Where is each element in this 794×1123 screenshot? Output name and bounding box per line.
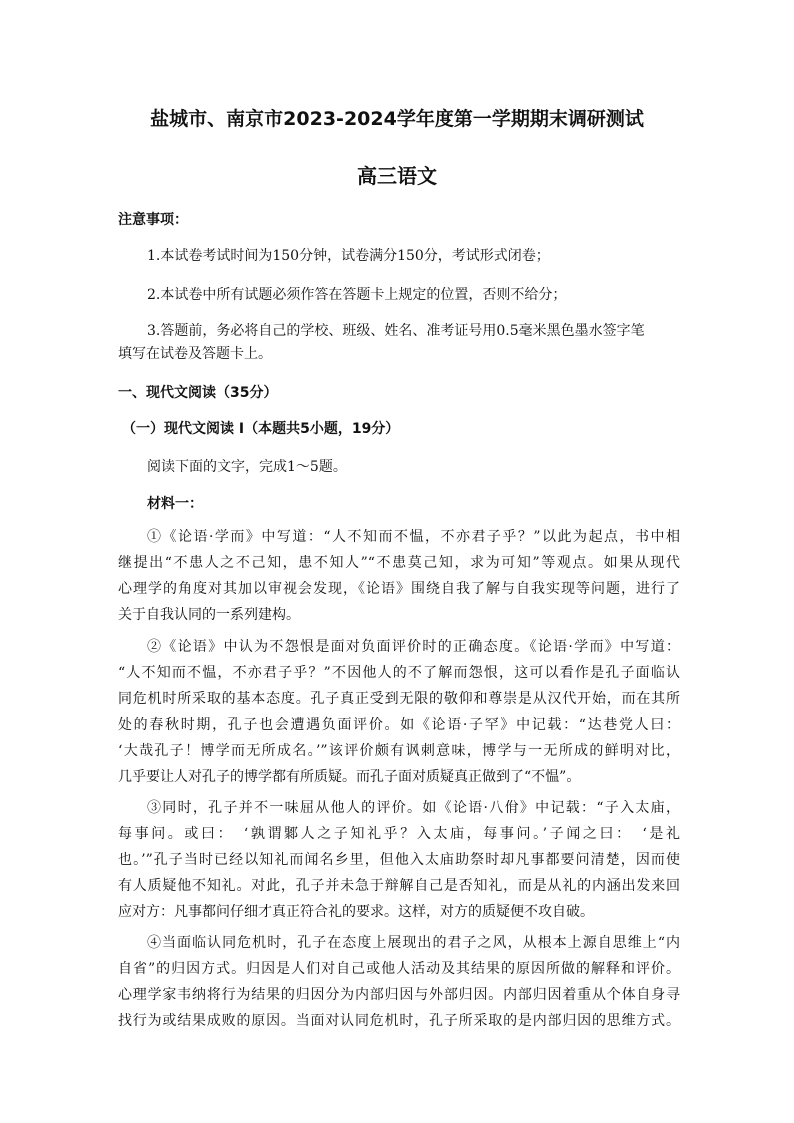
notice-item-3: 3.答题前，务必将自己的学校、班级、姓名、准考证号用0.5毫米黑色墨水签字笔 xyxy=(147,323,645,339)
notice-item-1: 1.本试卷考试时间为150分钟，试卷满分150分，考试形式闭卷； xyxy=(147,248,550,264)
paragraph-1-line-1: ①《论语·学而》中写道：“人不知而不愠，不亦君子乎？”以此为起点，书中相 xyxy=(147,529,680,545)
paragraph-2-line-4: 处的春秋时期，孔子也会遭遇负面评价。如《论语·子罕》中记载：“达巷党人曰： xyxy=(118,717,680,733)
paragraph-3-line-5: 应对方：凡事都问仔细才真正符合礼的要求。这样，对方的质疑便不攻自破。 xyxy=(118,904,594,920)
paragraph-3-line-2: 每事问。或曰： ‘孰谓鄹人之子知礼乎？入太庙，每事问。’子闻之曰： ‘是礼 xyxy=(118,826,680,842)
document-title: 盐城市、南京市2023-2024学年度第一学期期末调研测试 xyxy=(150,108,644,130)
material-label: 材料一： xyxy=(147,496,203,512)
paragraph-3-line-4: 有人质疑他不知礼。对此，孔子并未急于辩解自己是否知礼，而是从礼的内涵出发来回 xyxy=(118,878,680,894)
paragraph-3 xyxy=(118,795,680,925)
notice-item-2: 2.本试卷中所有试题必须作答在答题卡上规定的位置，否则不给分； xyxy=(147,287,567,303)
paragraph-2-line-5: ‘大哉孔子！博学而无所成名。’”该评价颇有讽刺意味，博学与一无所成的鲜明对比， xyxy=(118,743,680,759)
paragraph-2-line-6: 几乎要让人对孔子的博学都有所质疑。而孔子面对质疑真正做到了“不愠”。 xyxy=(118,769,581,785)
paragraph-4-line-3: 心理学家韦纳将行为结果的归因分为内部归因与外部归因。内部归因着重从个体自身寻 xyxy=(118,987,680,1003)
notice-item-3-continued: 填写在试卷及答题卡上。 xyxy=(118,346,272,362)
paragraph-4 xyxy=(118,930,680,1034)
paragraph-1 xyxy=(118,524,680,628)
paragraph-1-line-4: 关于自我认同的一系列建构。 xyxy=(118,607,300,623)
paragraph-2-line-3: 同危机时所采取的基本态度。孔子真正受到无限的敬仰和尊崇是从汉代开始，而在其所 xyxy=(118,691,680,707)
paragraph-1-line-2: 继提出“不患人之不己知，患不知人”“不患莫己知，求为可知”等观点。如果从现代 xyxy=(118,555,680,571)
paragraph-4-line-2: 自省”的归因方式。归因是人们对自己或他人活动及其结果的原因所做的解释和评价。 xyxy=(118,961,680,977)
notice-heading: 注意事项： xyxy=(118,212,188,228)
paragraph-4-line-4: 找行为或结果成败的原因。当面对认同危机时，孔子所采取的是内部归因的思维方式。 xyxy=(118,1013,680,1029)
section-heading: 一、现代文阅读（35分） xyxy=(118,385,278,401)
paragraph-3-line-3: 也。’”孔子当时已经以知礼而闻名乡里，但他入太庙助祭时却凡事都要问清楚，因而使 xyxy=(118,852,680,868)
paragraph-2-line-2: “人不知而不愠，不亦君子乎？”不因他人的不了解而怨恨，这可以看作是孔子面临认 xyxy=(118,665,680,681)
paragraph-2 xyxy=(118,634,680,790)
paragraph-2-line-1: ②《论语》中认为不怨恨是面对负面评价时的正确态度。《论语·学而》中写道： xyxy=(147,639,680,655)
paragraph-4-line-1: ④当面临认同危机时，孔子在态度上展现出的君子之风，从根本上源自思维上“内 xyxy=(147,935,680,951)
subject-title: 高三语文 xyxy=(357,164,437,188)
subsection-heading: （一）现代文阅读 I（本题共5小题，19分） xyxy=(122,421,400,437)
reading-instruction: 阅读下面的文字，完成1～5题。 xyxy=(147,459,347,475)
paragraph-3-line-1: ③同时，孔子并不一味屈从他人的评价。如《论语·八佾》中记载：“子入太庙， xyxy=(147,800,680,816)
paragraph-1-line-3: 心理学的角度对其加以审视会发现，《论语》围绕自我了解与自我实现等问题，进行了 xyxy=(118,581,680,597)
